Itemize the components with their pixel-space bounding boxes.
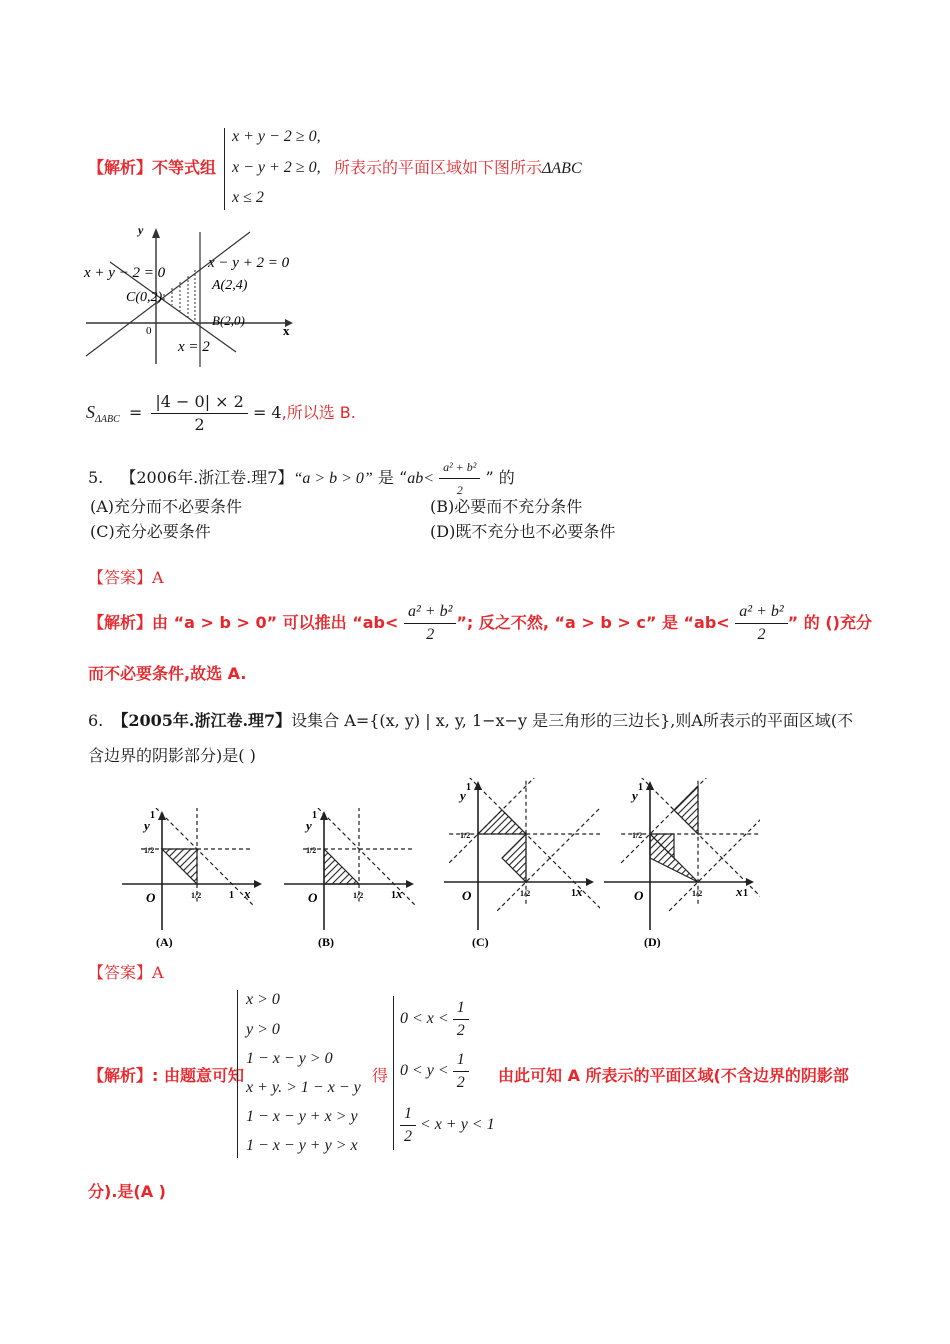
q6-source: 【2005年.浙江卷.理7】 xyxy=(112,711,292,730)
area-num: |4 − 0| × 2 xyxy=(151,392,247,414)
q5-ex-part2: ”; 反之不然, “a > b > c” 是 “ab< xyxy=(456,613,730,632)
q6-ex-tail: 由此可知 A 所表示的平面区域(不含边界的阴影部 xyxy=(498,1066,849,1085)
q6-sys1-3: x + y. > 1 − x − y xyxy=(246,1079,361,1096)
graph-tick-one-x: 1 xyxy=(571,888,576,899)
shaded-region xyxy=(324,849,359,884)
q5-ex-fraction-1 xyxy=(404,602,456,645)
q5-ex-num-2: a² + b² xyxy=(735,602,787,624)
area-eq: = 4 xyxy=(252,403,282,422)
fig1-point-c: C(0,2) xyxy=(126,290,163,305)
q6-sys2-1-num: 1 xyxy=(453,1050,469,1072)
graph-tick-half-x: 1/2 xyxy=(191,891,202,900)
graph-option-label: (C) xyxy=(472,935,489,948)
q6-sys1-2: 1 − x − y > 0 xyxy=(246,1050,333,1067)
q6-answer: 【答案】A xyxy=(88,963,164,982)
y-axis-arrow xyxy=(158,811,166,820)
x-axis-arrow xyxy=(586,878,594,886)
q6-number: 6. xyxy=(88,711,104,730)
q5-ex-part1: 由 “a > b > 0” 可以推出 “ab< xyxy=(152,613,399,632)
graph-y-label: y xyxy=(632,788,638,803)
q6-sys2-0-den: 2 xyxy=(456,1022,465,1039)
area-note: ,所以选 B. xyxy=(281,403,356,422)
fig1-y-label: y xyxy=(138,223,144,237)
area-fraction xyxy=(151,392,247,435)
graph-option-label: (D) xyxy=(644,935,661,948)
q6-sys2-0-frac xyxy=(453,998,469,1041)
q6-sys2-2-post: < x + y < 1 xyxy=(420,1116,495,1134)
q5-ex-num-1: a² + b² xyxy=(404,602,456,624)
q6-sys2-0-pre: 0 < x < xyxy=(400,1010,449,1028)
graph-x-label: x xyxy=(396,886,403,901)
q6-sys2-1-den: 2 xyxy=(456,1074,465,1091)
graph-tick-half-y: 1/2 xyxy=(144,846,155,855)
graph-tick-half-x: 1/2 xyxy=(520,889,531,898)
analysis-tail-1 xyxy=(334,158,582,179)
q5-option-b: (B)必要而不充分条件 xyxy=(430,497,583,516)
q6-ex-tail2: 分).是(A ) xyxy=(88,1182,166,1201)
q5-option-d: (D)既不充分也不必要条件 xyxy=(430,522,616,541)
system-brace xyxy=(224,128,225,210)
fig1-origin: 0 xyxy=(146,325,152,337)
y-axis-arrow xyxy=(320,811,328,820)
q5-answer: 【答案】A xyxy=(88,568,164,587)
q6-system1-brace xyxy=(237,990,238,1158)
graph-y-label: y xyxy=(144,818,150,833)
q5-ab: ab< xyxy=(407,470,434,487)
q5-analysis xyxy=(88,602,872,645)
x-axis-arrow xyxy=(746,878,754,886)
fig1-point-a: A(2,4) xyxy=(212,278,248,293)
analysis-tail-text: 所表示的平面区域如下图所示 xyxy=(334,158,543,177)
shaded-region xyxy=(162,849,197,884)
q5-option-a: (A)充分而不必要条件 xyxy=(90,497,243,516)
q5-option-c: (C)充分必要条件 xyxy=(90,522,211,541)
graph-tick-one-x: 1 xyxy=(229,890,234,901)
q6-sys2-2-frac xyxy=(400,1104,416,1147)
q6-ex-tag: 【解析】 xyxy=(88,1066,153,1085)
q6-text-1: 设集合 A={(x, y) | x, y, 1−x−y 是三角形的三边长},则A所表示的平面区域(不 xyxy=(291,711,854,730)
area-sub: ΔABC xyxy=(95,414,120,426)
ineq-1: x + y − 2 ≥ 0, xyxy=(232,128,321,145)
q6-sys2-2 xyxy=(400,1104,495,1147)
shaded-region xyxy=(502,834,526,882)
graph-tick-half-y: 1/2 xyxy=(632,831,643,840)
q5-fraction-den: 2 xyxy=(456,483,463,497)
fig1-point-b: B(2,0) xyxy=(212,313,245,328)
q5-is: 是 “ xyxy=(372,468,408,487)
graph-tick-one-y: 1 xyxy=(638,782,643,793)
q6-de: 得 xyxy=(372,1066,389,1085)
q6-sys2-0-num: 1 xyxy=(453,998,469,1020)
q6-sys1-1: y > 0 xyxy=(246,1021,280,1038)
area-s: S xyxy=(86,402,95,422)
q5-ex-part3: ” 的 ()充分 xyxy=(787,613,872,632)
fig1-line3-label: x = 2 xyxy=(178,339,210,355)
x-axis-arrow xyxy=(406,880,414,888)
shaded-region xyxy=(674,786,698,834)
q5-condition: “a > b > 0” xyxy=(293,470,373,487)
y-axis-arrow xyxy=(152,228,160,238)
q5-fraction xyxy=(439,457,480,500)
q6-sys2-2-den: 2 xyxy=(404,1128,412,1145)
line-x-minus-y xyxy=(86,232,250,356)
q6-sys1-0: x > 0 xyxy=(246,991,280,1008)
analysis-lead: 不等式组 xyxy=(152,158,217,177)
q6-sys1-5: 1 − x − y + y > x xyxy=(246,1137,358,1154)
graph-tick-half-x: 1/2 xyxy=(353,891,364,900)
graph-origin: O xyxy=(308,890,318,905)
q5-stem xyxy=(88,457,515,500)
graph-origin: O xyxy=(146,890,156,905)
graph-y-label: y xyxy=(460,788,466,803)
analysis-tag: 【解析】 xyxy=(88,158,153,177)
q6-stem-line1 xyxy=(88,711,853,731)
q5-source: 【2006年.浙江卷.理7】 xyxy=(120,468,294,487)
graph-tick-one-y: 1 xyxy=(466,782,471,793)
graph-origin: O xyxy=(634,888,644,903)
q5-ex-den-2: 2 xyxy=(757,626,766,643)
q6-ex-lead xyxy=(88,1066,244,1086)
q6-system2-brace xyxy=(393,996,394,1150)
q6-sys2-0 xyxy=(400,998,469,1041)
graph-tick-half-y: 1/2 xyxy=(306,846,317,855)
q6-sys1-4: 1 − x − y + x > y xyxy=(246,1108,358,1125)
option-graph-c xyxy=(440,778,600,948)
area-den: 2 xyxy=(194,415,205,434)
graph-option-label: (A) xyxy=(156,935,173,948)
q6-sys2-2-num: 1 xyxy=(400,1104,416,1126)
q5-ex-part4: 而不必要条件,故选 A. xyxy=(88,664,247,683)
q6-stem-line2: 含边界的阴影部分)是( ) xyxy=(88,746,256,765)
analysis-tag-1 xyxy=(88,158,216,178)
graph-tick-one-y: 1 xyxy=(150,810,155,821)
fig1-x-label: x xyxy=(283,323,290,338)
graph-x-label: x xyxy=(576,884,583,899)
option-graph-b xyxy=(280,808,420,948)
shaded-region xyxy=(478,810,526,834)
option-graph-a xyxy=(118,808,268,948)
fig1-line1-label: x + y − 2 = 0 xyxy=(84,265,166,281)
graph-tick-half-y: 1/2 xyxy=(460,831,471,840)
graph-tick-one-y: 1 xyxy=(312,810,317,821)
graph-tick-one-x: 1 xyxy=(391,890,396,901)
graph-x-label: x xyxy=(244,886,251,901)
x-axis-arrow xyxy=(254,880,262,888)
graph-origin: O xyxy=(462,888,472,903)
graph-y-label: y xyxy=(306,818,312,833)
region-figure xyxy=(80,222,310,372)
graph-tick-one-x: 1 xyxy=(743,888,748,899)
q5-ex-den-1: 2 xyxy=(426,626,435,643)
ineq-2: x − y + 2 ≥ 0, xyxy=(232,159,321,176)
ineq-3: x ≤ 2 xyxy=(232,189,264,206)
fig1-line2-label: x − y + 2 = 0 xyxy=(208,255,290,271)
triangle-label: ΔABC xyxy=(542,160,582,177)
q5-ex-tag: 【解析】 xyxy=(88,613,153,632)
q5-number: 5. xyxy=(88,468,104,487)
q6-sys2-1 xyxy=(400,1050,469,1093)
graph-x-label: x xyxy=(736,884,743,899)
q5-fraction-num: a² + b² xyxy=(439,457,480,479)
q6-ex-lead-text: : 由题意可知 xyxy=(152,1066,244,1085)
option-graph-d xyxy=(600,778,760,948)
q6-sys2-1-frac xyxy=(453,1050,469,1093)
area-formula: $S_{\Delta ABC}$ = $\frac{|4 - 0| \times 2}{2}$ = 4,所以选 B. xyxy=(86,392,356,434)
q5-ex-fraction-2 xyxy=(735,602,787,645)
graph-tick-half-x: 1/2 xyxy=(692,889,703,898)
q5-end: ” 的 xyxy=(485,468,515,487)
q6-sys2-1-pre: 0 < y < xyxy=(400,1062,449,1080)
graph-option-label: (B) xyxy=(318,935,334,948)
